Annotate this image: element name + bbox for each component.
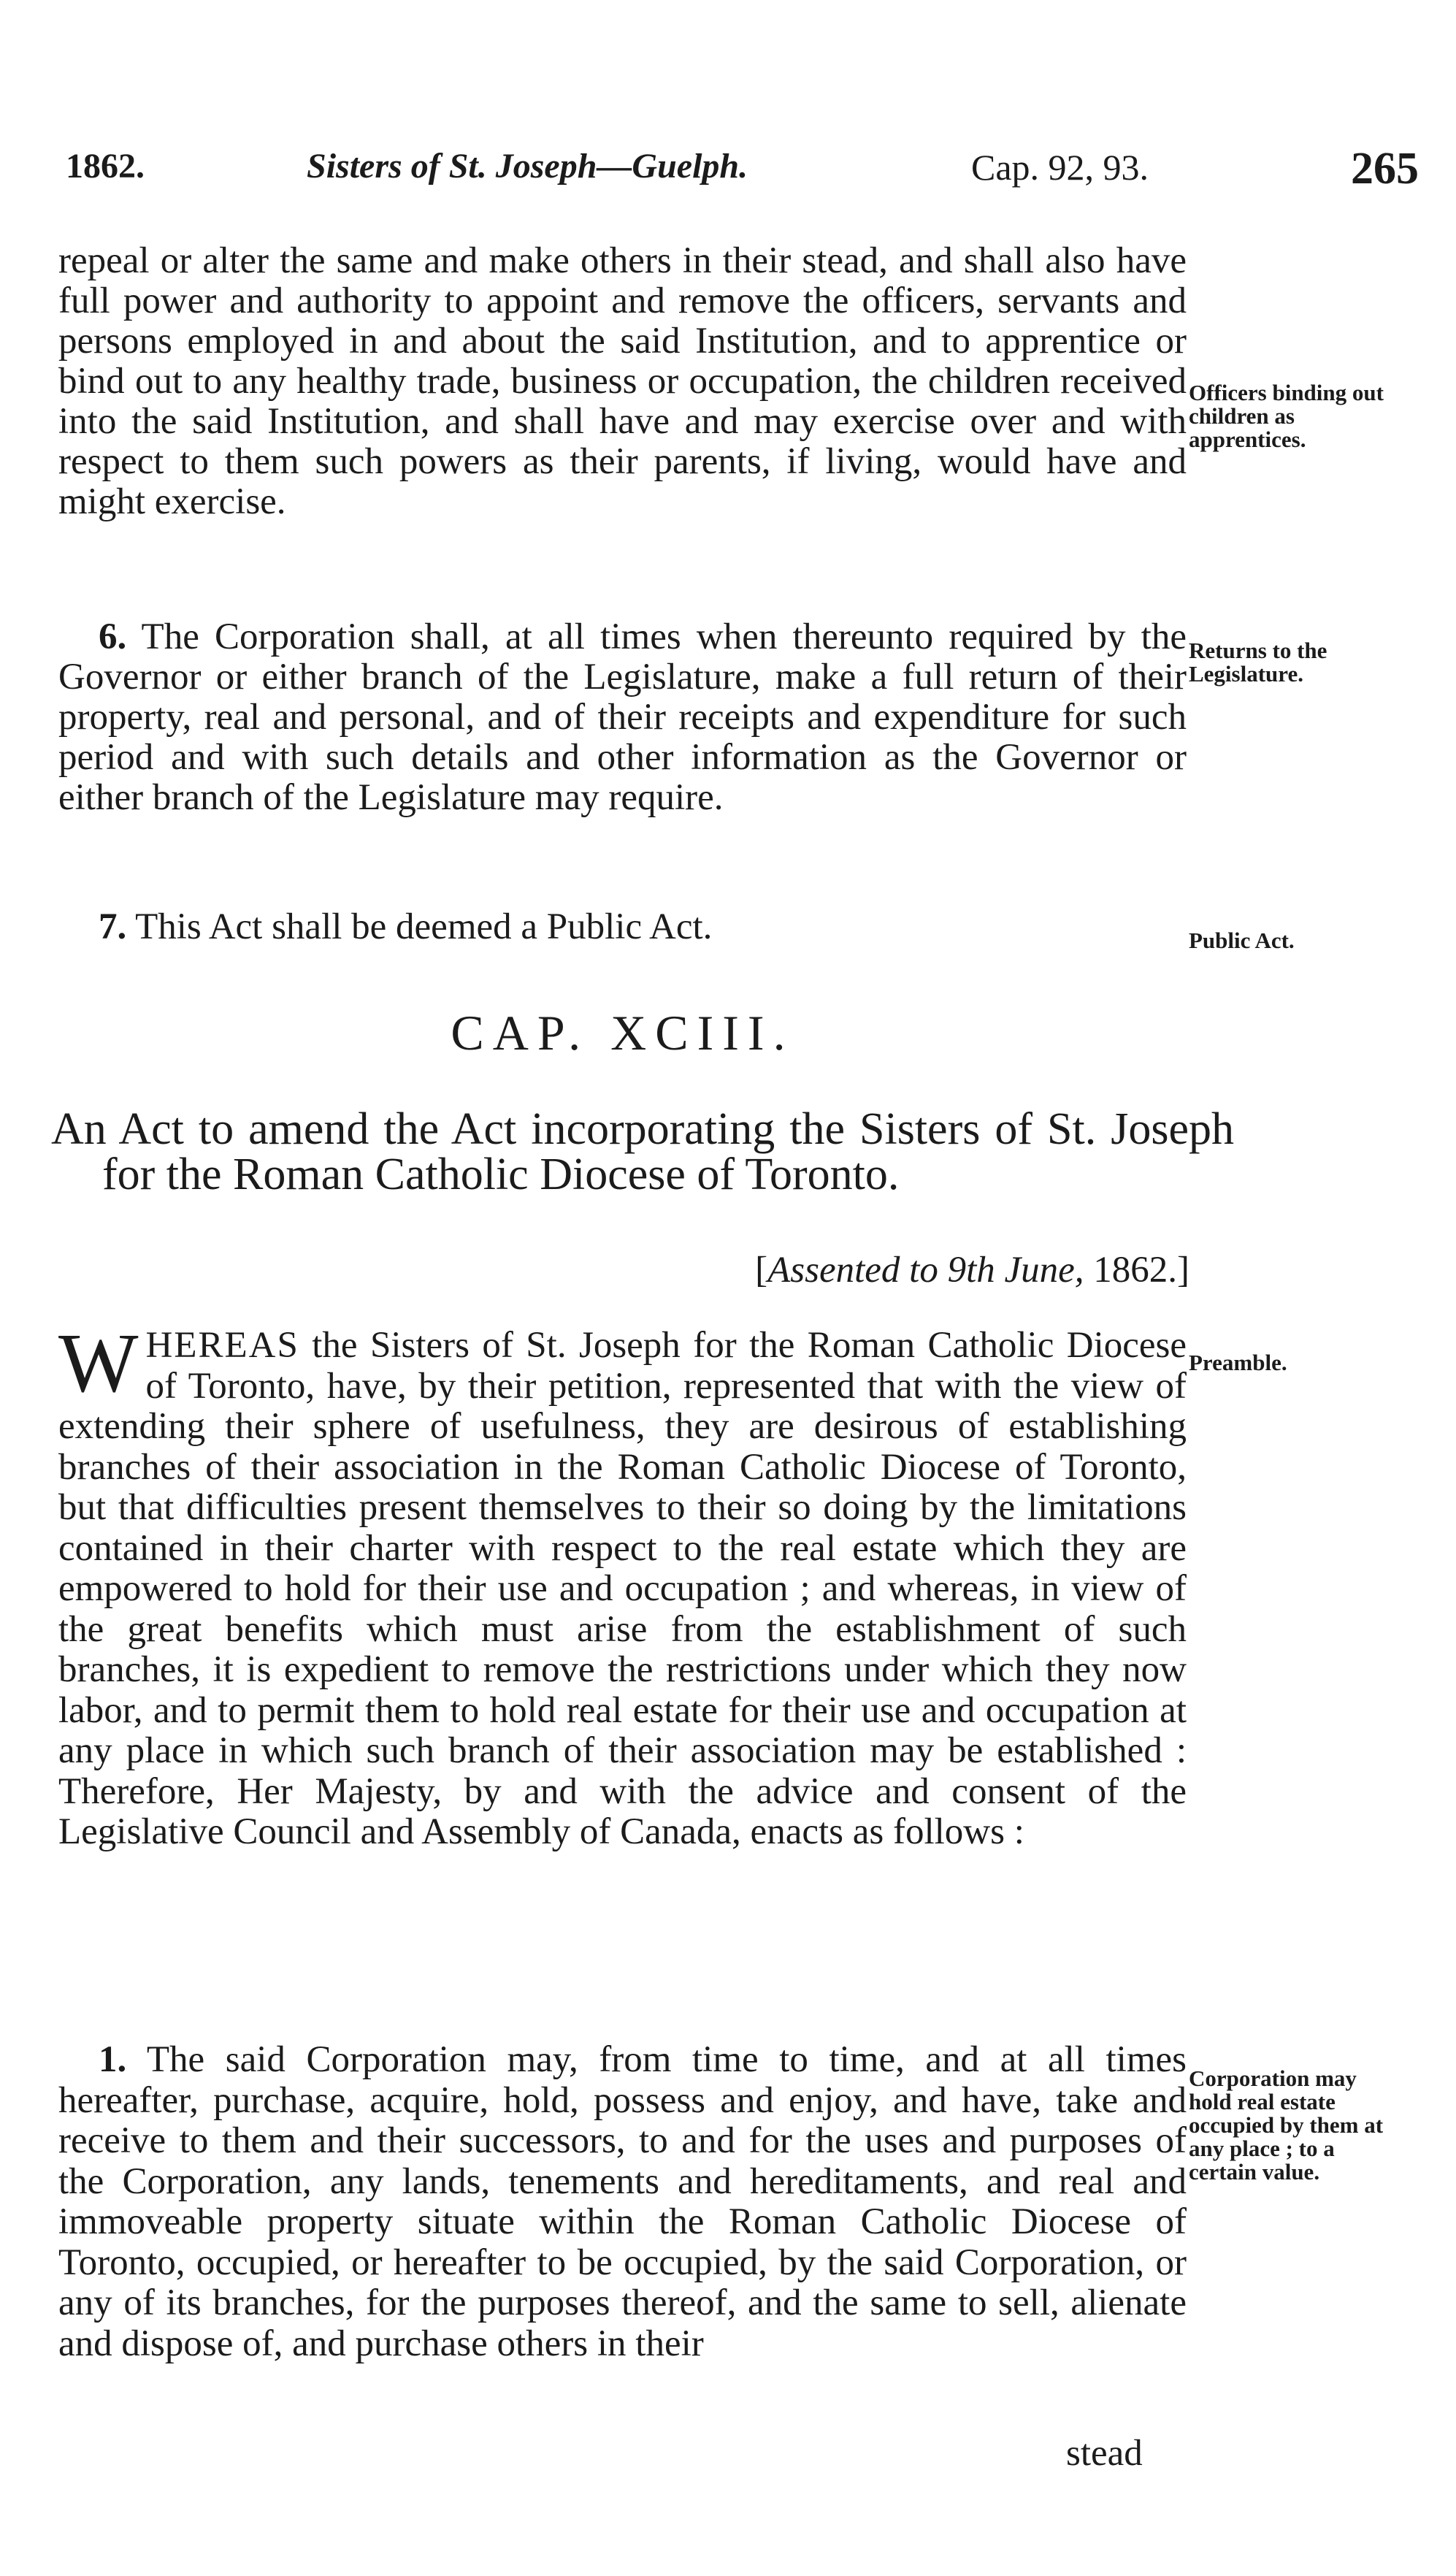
section-6 — [58, 617, 1187, 818]
running-head-title: Sisters of St. Joseph—Guelph. — [307, 147, 748, 186]
margin-note-officers: Officers binding out children as apprentices. — [1189, 380, 1384, 452]
margin-note-public-act: Public Act. — [1189, 928, 1295, 953]
assent-line — [755, 1249, 1189, 1291]
assent-year: 1862.] — [1084, 1250, 1189, 1291]
preamble-text: the Sisters of St. Joseph for the Roman Catholic Diocese of Toronto, have, by their petition, represented that with the view of extending their sphere of usefulness, they are desirous of establishing branches of their association in the Roman Catholic Diocese of Toronto, but that difficulties present themselves to their so doing by the limitations contained in their charter with respect to the real estate which they are empowered to hold for their use and occupation ; and whereas, in view of the great benefits which must arise from the establishment of such branches, it is expedient to remove the restrictions under which they now labor, and to permit them to hold real estate for their use and occupation at any place in which such branch of their association may be established : Therefore, Her Majesty, by and with the advice and consent of the Legislative Council and Assembly of Canada, enacts as follows : — [58, 1325, 1187, 1852]
margin-note-preamble: Preamble. — [1189, 1350, 1287, 1375]
assent-italic: Assented to 9th June, — [767, 1250, 1084, 1291]
running-head — [66, 144, 1419, 212]
section-7 — [58, 907, 1187, 947]
section-5-continuation: repeal or alter the same and make others in their stead, and shall also have full power and authority to appoint and remove the officers, servants and persons employed in and about the said Institution, and to apprentice or bind out to any healthy trade, business or occupation, the children received into the said Institution, and shall have and may exercise over and with respect to them such powers as their parents, if living, would have and might exercise. — [58, 240, 1187, 522]
catchword: stead — [1066, 2433, 1143, 2474]
margin-note-corporation: Corporation may hold real estate occupied by them at any place ; to a certain value. — [1189, 2065, 1384, 2185]
section-1-number: 1. — [99, 2039, 127, 2080]
page-number: 265 — [1351, 144, 1419, 194]
drop-cap: W — [58, 1317, 139, 1410]
margin-note-returns: Returns to the Legislature. — [1189, 638, 1327, 687]
section-7-number: 7. — [99, 906, 127, 947]
running-head-chapter: Cap. 92, 93. — [971, 147, 1149, 188]
assent-bracket: [ — [755, 1250, 768, 1291]
running-head-year: 1862. — [66, 147, 145, 186]
preamble-lead: HEREAS — [145, 1325, 299, 1366]
section-1-text: The said Corporation may, from time to time, and at all times hereafter, purchase, acquire, hold, possess and enjoy, and have, take and receive to them and their successors, to and for the uses and purposes of the Corporation, any lands, tenements and hereditaments, and real and immoveable property situate within the Roman Catholic Diocese of Toronto, occupied, or hereafter to be occupied, by the said Corporation, or any of its branches, for the purposes thereof, and the same to sell, alienate and dispose of, and purchase others in their — [58, 2039, 1187, 2364]
chapter-heading: CAP. XCIII. — [451, 1005, 794, 1060]
act-title: An Act to amend the Act incorporating the Sisters of St. Joseph for the Roman Catholic Diocese of Toronto. — [51, 1104, 1234, 1199]
section-6-text: The Corporation shall, at all times when thereunto required by the Governor or either branch of the Legislature, make a full return of their property, real and personal, and of their receipts and expenditure for such period and with such details and other information as the Governor or either branch of the Legislature may require. — [58, 616, 1187, 818]
section-6-number: 6. — [99, 616, 127, 657]
section-7-text: This Act shall be deemed a Public Act. — [135, 906, 713, 947]
preamble — [58, 1317, 1187, 1853]
section-1 — [58, 2040, 1187, 2364]
